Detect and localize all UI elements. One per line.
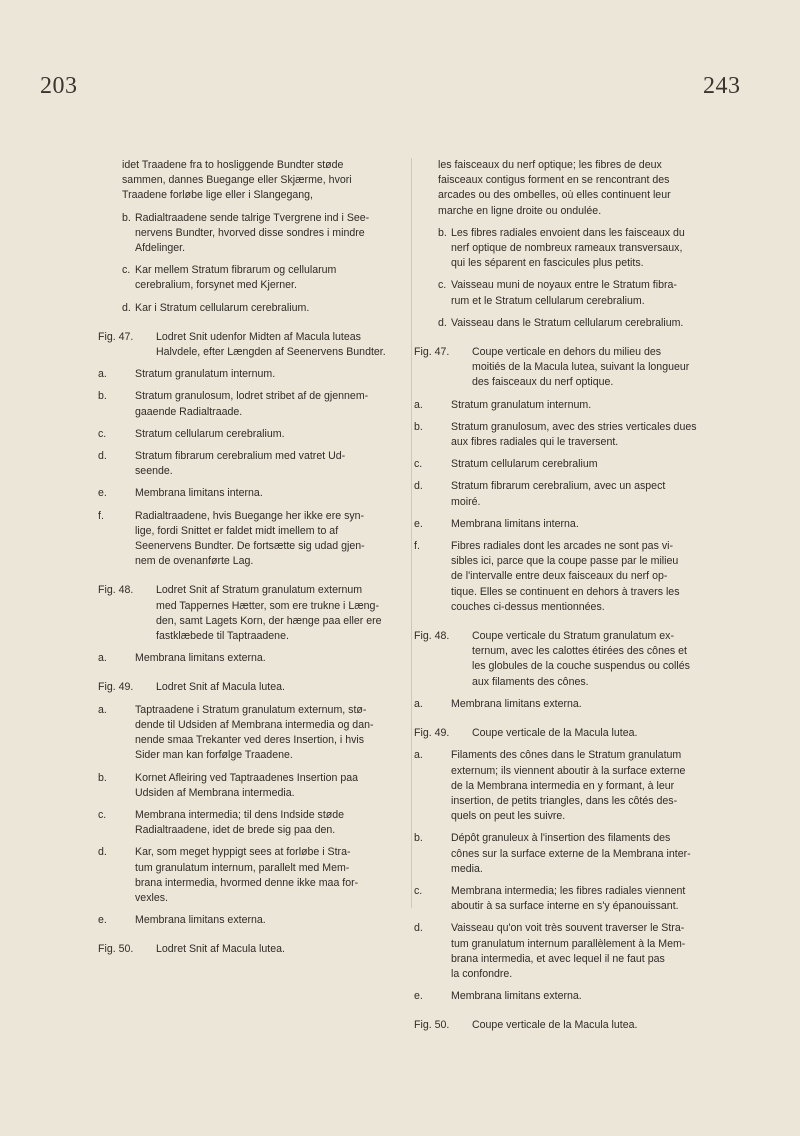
text-line: dende til Udsiden af Membrana intermedia og dan- — [135, 718, 374, 731]
text-line: aux fibres radiales qui le traversent. — [451, 436, 619, 449]
item-marker: c. — [122, 264, 131, 277]
text-line: la confondre. — [451, 967, 513, 980]
text-line: brana intermedia, et avec lequel il ne faut pas — [451, 952, 665, 965]
legend-item-c — [414, 457, 708, 472]
text-line: Membrana limitans externa. — [135, 652, 266, 665]
figure-48 — [414, 629, 708, 712]
text-line: Fibres radiales dont les arcades ne sont pas vi- — [451, 540, 673, 553]
item-marker: c. — [414, 884, 423, 897]
page-number-right: 243 — [703, 73, 741, 99]
item-marker: b. — [122, 211, 131, 224]
figure-label: Fig. 47. — [98, 330, 134, 343]
legend-item-b — [414, 420, 708, 450]
text-line: aboutir à sa surface interne en s'y épanouissant. — [451, 900, 679, 913]
item-text — [451, 884, 708, 914]
figure-caption — [472, 726, 708, 741]
text-line: Udsiden af Membrana intermedia. — [135, 786, 295, 799]
text-line: den, samt Lagets Korn, der hænge paa eller ere — [156, 614, 382, 627]
text-line: Coupe verticale de la Macula lutea. — [472, 727, 638, 740]
text-line: Stratum fibrarum cerebralium, avec un aspect — [451, 480, 666, 493]
text-line: aux filaments des cônes. — [472, 675, 589, 688]
item-text — [135, 703, 380, 764]
figure-label: Fig. 47. — [414, 346, 450, 359]
right-column-french — [414, 158, 708, 1034]
text-line: Membrana limitans interna. — [135, 487, 263, 500]
figure-caption — [472, 1018, 708, 1033]
text-line: Membrana limitans externa. — [135, 914, 266, 927]
legend-item-e — [414, 517, 708, 532]
text-line: Membrana intermedia; les fibres radiales viennent — [451, 884, 686, 897]
item-text — [135, 301, 380, 316]
text-line: sammen, dannes Buegange eller Skjærme, hvori — [122, 174, 352, 187]
text-line: sibles ici, parce que la coupe passe par le milieu — [451, 555, 679, 568]
text-line: couches ci-dessus mentionnées. — [451, 600, 605, 613]
item-marker: c. — [98, 808, 107, 821]
text-line: Membrana limitans externa. — [451, 697, 582, 710]
text-line: Lodret Snit af Macula lutea. — [156, 681, 285, 694]
figure-caption — [472, 345, 708, 391]
text-line: Stratum granulosum, avec des stries verticales dues — [451, 420, 697, 433]
text-line: quels on peut les suivre. — [451, 810, 566, 823]
figure-caption — [156, 680, 380, 695]
item-marker: d. — [98, 450, 107, 463]
text-line: brana intermedia, hvormed denne ikke maa for- — [135, 876, 359, 889]
text-line: Membrana intermedia; til dens Indside støde — [135, 808, 345, 821]
legend-item-a — [414, 398, 708, 413]
text-line: Membrana limitans interna. — [451, 517, 579, 530]
item-text — [135, 509, 380, 570]
item-text — [135, 263, 380, 293]
left-column-danish — [98, 158, 386, 958]
text-line: Stratum fibrarum cerebralium med vatret Ud- — [135, 450, 346, 463]
legend-item-c — [122, 263, 380, 293]
text-line: Stratum granulosum, lodret stribet af de gjennem- — [135, 390, 369, 403]
figure-47 — [98, 330, 386, 570]
text-line: nende smaa Trekanter ved deres Insertion, i hvis — [135, 734, 365, 747]
figure-50 — [414, 1018, 708, 1033]
item-marker: a. — [414, 749, 423, 762]
text-line: Stratum cellularum cerebralium. — [135, 427, 285, 440]
legend-item-d — [122, 301, 380, 316]
item-marker: c. — [98, 427, 107, 440]
text-line: Taptraadene i Stratum granulatum externum, stø- — [135, 703, 367, 716]
legend-item-e — [98, 913, 380, 928]
legend-item-d — [438, 316, 708, 331]
legend-item-b — [414, 831, 708, 877]
item-marker: d. — [98, 846, 107, 859]
text-line: tique. Elles se continuent en dehors à travers les — [451, 585, 680, 598]
figure-caption — [156, 330, 386, 360]
item-text — [135, 367, 380, 382]
text-line: Radialtraadene sende talrige Tvergrene ind i See- — [135, 211, 370, 224]
legend-item-a — [98, 367, 380, 382]
text-line: marche en ligne droite ou ondulée. — [438, 204, 602, 217]
legend-item-a — [98, 703, 380, 764]
text-line: Membrana limitans externa. — [451, 990, 582, 1003]
text-line: Coupe verticale du Stratum granulatum ex- — [472, 630, 674, 643]
text-line: Halvdele, efter Længden af Seenervens Bundter. — [156, 346, 386, 359]
item-marker: a. — [414, 398, 423, 411]
text-line: Coupe verticale en dehors du milieu des — [472, 346, 662, 359]
item-text — [451, 479, 708, 509]
legend-item-b — [98, 389, 380, 419]
intro-paragraph — [122, 158, 380, 204]
text-line: vexles. — [135, 891, 168, 904]
item-text — [451, 748, 708, 824]
item-marker: d. — [122, 301, 131, 314]
text-line: Vaisseau dans le Stratum cellularum cerebralium. — [451, 316, 684, 329]
figure-49 — [414, 726, 708, 1004]
text-line: les globules de la couche suspendus ou collés — [472, 660, 690, 673]
figure-caption — [156, 583, 380, 644]
legend-item-a — [414, 748, 708, 824]
item-text — [135, 486, 380, 501]
text-line: fastklæbede til Taptraadene. — [156, 630, 289, 643]
text-line: Stratum granulatum internum. — [451, 398, 592, 411]
item-marker: b. — [438, 226, 447, 239]
text-line: nem de ovenanførte Lag. — [135, 555, 254, 568]
item-marker: b. — [414, 832, 423, 845]
text-line: Seenervens Bundter. De fortsætte sig udad gjen- — [135, 540, 365, 553]
text-line: Lodret Snit udenfor Midten af Macula luteas — [156, 330, 361, 343]
text-line: Kar i Stratum cellularum cerebralium. — [135, 301, 310, 314]
item-text — [451, 517, 708, 532]
item-text — [451, 278, 708, 308]
item-marker: e. — [414, 990, 423, 1003]
figure-49 — [98, 680, 380, 928]
item-text — [451, 697, 708, 712]
text-line: tum granulatum internum parallèlement à la Mem- — [451, 937, 686, 950]
text-line: faisceaux contigus forment en se rencontrant des — [438, 174, 670, 187]
text-line: Lodret Snit af Macula lutea. — [156, 943, 285, 956]
item-marker: a. — [98, 703, 107, 716]
legend-item-f — [98, 509, 380, 570]
text-line: Dépôt granuleux à l'insertion des filaments des — [451, 832, 671, 845]
text-line: qui les séparent en fascicules plus petits. — [451, 257, 644, 270]
item-text — [135, 771, 380, 801]
item-marker: a. — [414, 697, 423, 710]
item-marker: a. — [98, 368, 107, 381]
item-text — [135, 211, 380, 257]
item-marker: f. — [414, 540, 420, 553]
page-number-left: 203 — [40, 73, 78, 99]
text-line: externum; ils viennent aboutir à la surface externe — [451, 764, 686, 777]
text-line: des faisceaux du nerf optique. — [472, 376, 614, 389]
item-marker: b. — [98, 390, 107, 403]
item-marker: d. — [414, 480, 423, 493]
legend-item-a — [98, 651, 380, 666]
item-marker: c. — [438, 279, 447, 292]
item-text — [135, 845, 380, 906]
item-text — [135, 913, 380, 928]
text-line: Filaments des cônes dans le Stratum granulatum — [451, 749, 682, 762]
text-line: seende. — [135, 465, 173, 478]
text-line: Kar, som meget hyppigt sees at forløbe i Stra- — [135, 846, 351, 859]
text-line: Radialtraadene, idet de brede sig paa den. — [135, 824, 336, 837]
column-divider — [411, 158, 412, 908]
item-marker: e. — [98, 487, 107, 500]
legend-item-b — [438, 226, 708, 272]
figure-label: Fig. 50. — [98, 943, 134, 956]
legend-item-d — [414, 921, 708, 982]
legend-item-b — [98, 771, 380, 801]
intro-paragraph — [438, 158, 708, 219]
text-line: Vaisseau qu'on voit très souvent traverser le Stra- — [451, 922, 685, 935]
text-line: nerf optique de nombreux rameaux transversaux, — [451, 242, 683, 255]
legend-item-d — [414, 479, 708, 509]
text-line: med Tappernes Hætter, som ere trukne i Læng- — [156, 599, 379, 612]
item-text — [135, 651, 380, 666]
item-marker: c. — [414, 458, 423, 471]
text-line: tum granulatum internum, parallelt med Mem- — [135, 861, 350, 874]
item-text — [135, 449, 380, 479]
legend-item-c — [414, 884, 708, 914]
text-line: lige, fordi Snittet er faldet midt imellem to af — [135, 524, 339, 537]
figure-47 — [414, 345, 708, 615]
text-line: moitiés de la Macula lutea, suivant la longueur — [472, 361, 690, 374]
text-line: cerebralium, forsynet med Kjerner. — [135, 279, 297, 292]
text-line: cônes sur la surface externe de la Membrana inter- — [451, 847, 691, 860]
figure-48 — [98, 583, 382, 666]
text-line: de la Membrana intermedia en y formant, à leur — [451, 779, 675, 792]
item-text — [451, 398, 708, 413]
item-text — [135, 427, 380, 442]
item-marker: d. — [438, 316, 447, 329]
item-text — [451, 457, 708, 472]
text-line: Kornet Afleiring ved Taptraadenes Insertion paa — [135, 771, 359, 784]
text-line: ternum, avec les calottes étirées des cônes et — [472, 645, 687, 658]
item-text — [451, 420, 708, 450]
text-line: Lodret Snit af Stratum granulatum externum — [156, 584, 363, 597]
figure-caption — [472, 629, 708, 690]
item-text — [135, 389, 380, 419]
legend-item-c — [438, 278, 708, 308]
text-line: moiré. — [451, 495, 481, 508]
item-text — [451, 316, 708, 331]
text-line: Traadene forløbe lige eller i Slangegang, — [122, 189, 314, 202]
item-text — [451, 226, 708, 272]
text-line: nervens Bundter, hvorved disse sondres i mindre — [135, 226, 365, 239]
legend-item-b — [122, 211, 380, 257]
text-line: Sider man kan forfølge Traadene. — [135, 749, 293, 762]
item-marker: a. — [98, 652, 107, 665]
legend-item-c — [98, 427, 380, 442]
legend-item-d — [98, 449, 380, 479]
text-line: Coupe verticale de la Macula lutea. — [472, 1019, 638, 1032]
legend-item-f — [414, 539, 708, 615]
text-line: idet Traadene fra to hosliggende Bundter støde — [122, 159, 344, 171]
figure-label: Fig. 48. — [98, 584, 134, 597]
legend-item-e — [414, 989, 708, 1004]
item-marker: d. — [414, 922, 423, 935]
text-line: arcades ou des ombelles, où elles continuent leur — [438, 189, 671, 202]
item-text — [451, 921, 708, 982]
figure-label: Fig. 50. — [414, 1019, 450, 1032]
text-line: Stratum cellularum cerebralium — [451, 458, 598, 471]
text-line: Les fibres radiales envoient dans les faisceaux du — [451, 226, 685, 239]
figure-label: Fig. 48. — [414, 630, 450, 643]
item-text — [135, 808, 380, 838]
text-line: de l'intervalle entre deux faisceaux du nerf op- — [451, 570, 668, 583]
figure-label: Fig. 49. — [98, 681, 134, 694]
figure-50 — [98, 942, 380, 957]
text-line: Vaisseau muni de noyaux entre le Stratum fibra- — [451, 279, 677, 292]
text-line: media. — [451, 862, 483, 875]
item-text — [451, 539, 708, 615]
item-marker: b. — [98, 771, 107, 784]
legend-item-a — [414, 697, 708, 712]
text-line: insertion, de petits triangles, dans les côtés des- — [451, 794, 678, 807]
text-line: Stratum granulatum internum. — [135, 368, 276, 381]
legend-item-d — [98, 845, 380, 906]
legend-item-c — [98, 808, 380, 838]
item-marker: b. — [414, 420, 423, 433]
text-line: rum et le Stratum cellularum cerebralium. — [451, 294, 645, 307]
item-text — [451, 989, 708, 1004]
text-line: Kar mellem Stratum fibrarum og cellularum — [135, 264, 337, 277]
text-line: Afdelinger. — [135, 242, 186, 255]
figure-caption — [156, 942, 380, 957]
text-line: gaaende Radialtraade. — [135, 405, 243, 418]
legend-item-e — [98, 486, 380, 501]
item-marker: e. — [414, 517, 423, 530]
text-line: les faisceaux du nerf optique; les fibres de deux — [438, 159, 662, 171]
item-marker: f. — [98, 509, 104, 522]
figure-label: Fig. 49. — [414, 727, 450, 740]
item-marker: e. — [98, 914, 107, 927]
text-line: Radialtraadene, hvis Buegange her ikke ere syn- — [135, 509, 365, 522]
item-text — [451, 831, 708, 877]
